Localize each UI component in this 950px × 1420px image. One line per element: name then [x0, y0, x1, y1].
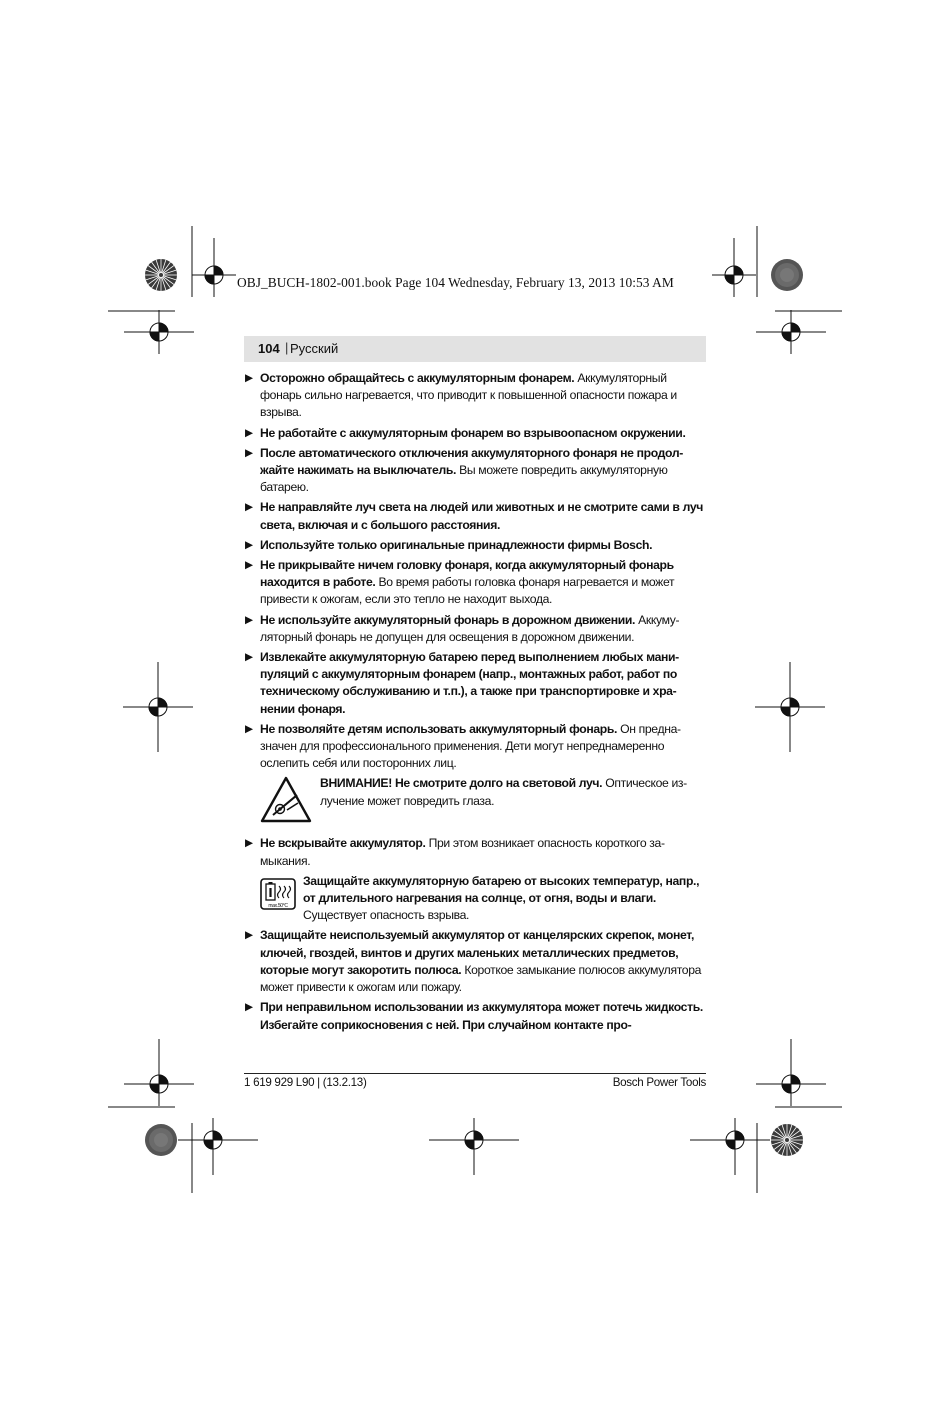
bullet-icon: ▶ — [245, 1001, 253, 1014]
bullet-icon: ▶ — [245, 837, 253, 850]
registration-target — [123, 662, 193, 752]
item-bold: Не вскрывайте аккумулятор. — [260, 836, 426, 851]
battery-heat-icon — [260, 878, 296, 910]
warning-bold: ВНИМАНИЕ! Не смотрите долго на световой луч. — [320, 776, 603, 791]
registration-target — [192, 238, 236, 297]
registration-target — [178, 1118, 258, 1175]
item-bold: Извлекайте аккумуляторную батарею перед выполнением любых манипуляций с аккумуляторным фонарем (напр., монтажных работ, работ по техническому обслуживанию и т.п.), а также при транспортировке и хранении фонаря. — [260, 650, 680, 716]
gray-patch — [145, 1124, 177, 1156]
starburst-target — [145, 259, 177, 291]
item-text: Аккумуляторный фонарь не допущен для освещения в дорожном движении. — [260, 612, 680, 644]
starburst-target — [771, 1124, 803, 1156]
safety-item — [244, 557, 706, 609]
section-language: Русский — [290, 341, 339, 356]
item-bold: Используйте только оригинальные принадлежности фирмы Bosch. — [260, 537, 653, 552]
gray-patch — [771, 259, 803, 291]
page-number: 104 — [258, 341, 280, 356]
registration-target — [124, 310, 194, 354]
bullet-icon: ▶ — [245, 538, 253, 551]
bullet-icon: ▶ — [245, 372, 253, 384]
item-bold: Не используйте аккумуляторный фонарь в дорожном движении. — [260, 612, 636, 627]
safety-item — [244, 499, 706, 533]
item-bold: Не направляйте луч света на людей или животных и не смотрите сами в луч света, включая и с большого расстояния. — [260, 500, 703, 532]
item-text: Короткое замыкание полюсов аккумулятора может привести к ожогам или пожару. — [260, 962, 702, 995]
item-bold: Не прикрывайте ничем головку фонаря, когда аккумуляторный фонарь находится в работе. — [260, 558, 674, 590]
item-text: Вы можете повредить аккумуляторную батарею. — [260, 463, 668, 495]
bullet-icon: ▶ — [245, 426, 253, 439]
item-bold: Осторожно обращайтесь с аккумуляторным фонарем. — [260, 371, 575, 385]
safety-item — [244, 721, 706, 773]
bullet-icon: ▶ — [245, 651, 253, 664]
bullet-icon: ▶ — [245, 446, 253, 459]
laser-warning-icon — [259, 775, 313, 825]
bullet-icon: ▶ — [245, 613, 253, 626]
item-bold: Не работайте с аккумуляторным фонарем во взрывоопасном окружении. — [260, 425, 686, 440]
registration-target — [712, 238, 756, 297]
item-text: При этом возникает опасность короткого замыкания. — [260, 836, 666, 868]
safety-item — [244, 835, 706, 869]
safety-item — [244, 999, 706, 1033]
item-bold: Не позволяйте детям использовать аккумуляторный фонарь. — [260, 721, 618, 736]
bullet-icon: ▶ — [245, 501, 253, 514]
safety-item — [244, 537, 706, 554]
item-bold: После автоматического отключения аккумуляторного фонаря не продолжайте нажимать на выключатель. — [260, 445, 684, 478]
safety-item — [244, 927, 706, 996]
page-body — [244, 370, 706, 1037]
item-text: Аккумуляторный фонарь сильно нагревается, что приводит к повышенной опасности пожара и взрыва. — [260, 371, 677, 420]
registration-target — [756, 1039, 826, 1106]
page-header — [244, 336, 706, 362]
safety-item — [244, 445, 706, 497]
header-separator: | — [285, 340, 289, 355]
registration-target — [124, 1039, 194, 1106]
bullet-icon: ▶ — [245, 722, 253, 735]
registration-target — [755, 662, 825, 752]
heat-icon-label: max.50°C — [268, 902, 288, 909]
item-text: Во время работы головка фонаря нагревается и может привести к ожогам, если это тепло не находит выхода. — [260, 575, 675, 607]
footer-code: 1 619 929 L90 | (13.2.13) — [244, 1076, 367, 1089]
registration-target — [690, 1118, 770, 1175]
item-text: Он предназначен для профессионального применения. Дети могут непреднамеренно ослепить себя или посторонних лиц. — [260, 721, 682, 771]
footer-rule — [244, 1073, 706, 1074]
safety-item — [244, 425, 706, 442]
battery-heat-note — [244, 873, 706, 925]
print-slug: OBJ_BUCH-1802-001.book Page 104 Wednesday, February 13, 2013 10:53 AM — [237, 275, 674, 290]
item-bold: При неправильном использовании из аккумулятора может потечь жидкость. Избегайте соприкосновения с ней. При случайном контакте про- — [260, 1000, 703, 1032]
heat-bold: Защищайте аккумуляторную батарею от высоких температур, напр., от длительного нагревания на солнце, от огня, воды и влаги. — [303, 873, 700, 906]
safety-item — [244, 370, 706, 422]
safety-item — [244, 649, 706, 718]
bullet-icon: ▶ — [245, 559, 253, 572]
laser-warning-note — [244, 775, 706, 829]
safety-item — [244, 612, 706, 646]
bullet-icon: ▶ — [245, 929, 253, 942]
registration-target — [429, 1118, 519, 1175]
warning-text: Оптическое излучение может повредить глаза. — [320, 776, 688, 808]
footer-brand: Bosch Power Tools — [612, 1076, 706, 1089]
item-bold: Защищайте неиспользуемый аккумулятор от канцелярских скрепок, монет, ключей, гвоздей, винтов и других маленьких металлических предметов, которые могут закоротить полюса. — [260, 928, 694, 977]
registration-target — [756, 310, 826, 354]
heat-text: Существует опасность взрыва. — [303, 908, 470, 923]
